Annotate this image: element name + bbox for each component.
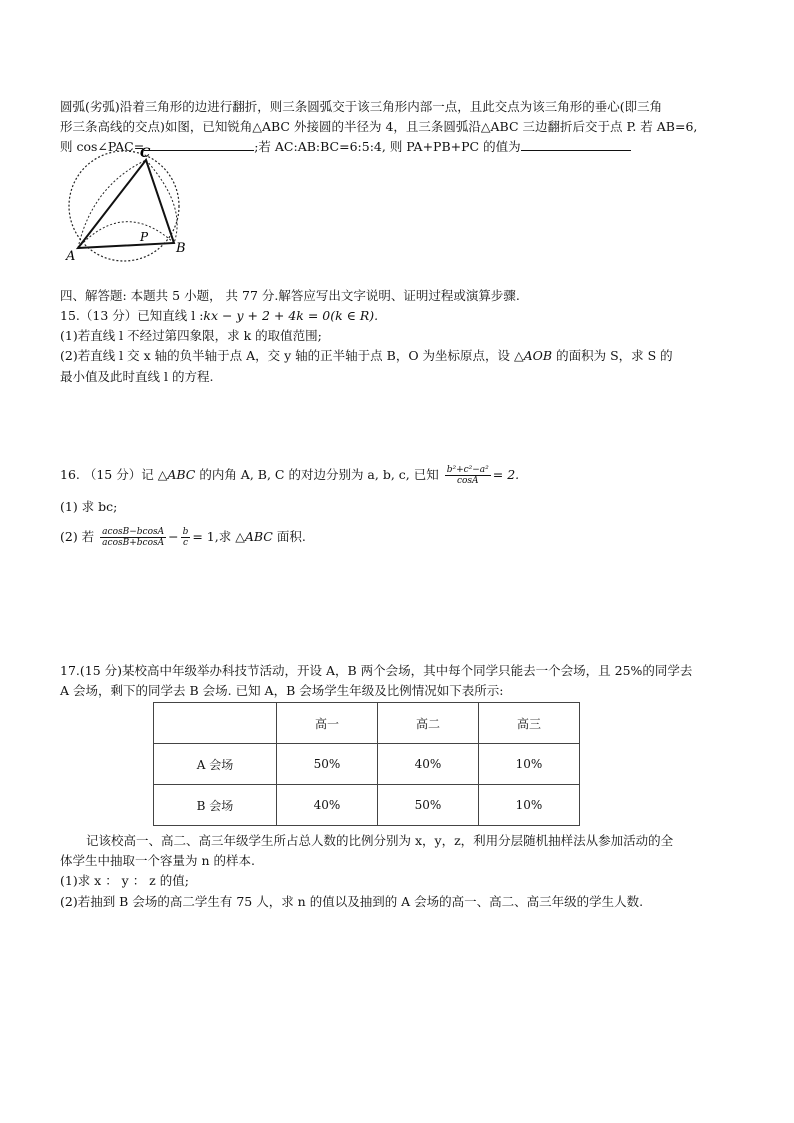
- q16-part2-eq: = 1,求: [192, 529, 232, 544]
- label-p: P: [140, 230, 149, 244]
- venue-grade-table: [153, 702, 580, 826]
- triangle-abc: [78, 160, 174, 248]
- q17-after2: 体学生中抽取一个容量为 n 的样本.: [60, 853, 255, 868]
- table-header-row: [154, 703, 580, 744]
- q17-line2: A 会场，剩下的同学去 B 会场. 已知 A，B 会场学生年级及比例情况如下表所示:: [60, 683, 504, 698]
- q16-fraction: [445, 465, 491, 486]
- q16-stem-text-b: 的内角 A, B, C 的对边分别为 a, b, c, 已知: [199, 467, 439, 482]
- q15-part2-text-a: (2)若直线 l 交 x 轴的负半轴于点 A，交 y 轴的正半轴于点 B，O 为坐标原点，设: [60, 348, 511, 363]
- q16-fraction2: [100, 527, 166, 548]
- q16-part1: (1) 求 bc;: [60, 499, 118, 514]
- table-cell: A 会场: [154, 744, 277, 785]
- q16-part2-text-b: 面积.: [276, 529, 306, 544]
- q17-part2: (2)若抽到 B 会场的高二学生有 75 人，求 n 的值以及抽到的 A 会场的高一、高二、高三年级的学生人数.: [60, 894, 644, 909]
- label-c: C: [140, 146, 151, 161]
- q16-stem-text-a: 16. （15 分）记: [60, 467, 154, 482]
- q17-line1: 17.(15 分)某校高中年级举办科技节活动，开设 A，B 两个会场，其中每个同学只能去一个会场，且 25%的同学去: [60, 663, 693, 678]
- table-cell: 10%: [479, 785, 580, 826]
- q14-line2: 形三条高线的交点)如图，已知锐角△ABC 外接圆的半径为 4，且三条圆弧沿△ABC 三边翻折后交于点 P. 若 AB=6,: [60, 119, 698, 134]
- q17-after1: 记该校高一、高二、高三年级学生所占总人数的比例分别为 x，y，z，利用分层随机抽样法从参加活动的全: [86, 833, 674, 848]
- table-header-cell: 高一: [277, 703, 378, 744]
- q14-cos-text: 则 cos∠PAC=: [60, 139, 145, 154]
- q16-part2: [60, 524, 306, 550]
- q16-frac2-den: acosB+bcosA: [102, 538, 165, 548]
- table-cell: 40%: [378, 744, 479, 785]
- q16-frac3-num: b: [182, 527, 189, 537]
- table-header-cell: 高二: [378, 703, 479, 744]
- q15-stem-text: 15.（13 分）已知直线 l :: [60, 308, 204, 323]
- q15-part2-text-b: 的面积为 S，求 S 的: [556, 348, 673, 363]
- table-header-cell: 高三: [479, 703, 580, 744]
- table-row: [154, 744, 580, 785]
- q16-part2-math: △ABC: [235, 529, 273, 544]
- table-cell: 50%: [277, 744, 378, 785]
- q14-sum-text: ;若 AC:AB:BC=6:5:4, 则 PA+PB+PC 的值为: [254, 139, 521, 154]
- label-b: B: [176, 241, 186, 256]
- table-cell: 10%: [479, 744, 580, 785]
- q15-part1: (1)若直线 l 不经过第四象限，求 k 的取值范围;: [60, 328, 322, 343]
- q16-frac-den: cosA: [456, 476, 479, 486]
- table-row: [154, 785, 580, 826]
- q15-part2: [60, 347, 673, 365]
- label-a: A: [66, 249, 76, 264]
- q14-blank-2: [521, 138, 631, 151]
- q17-part1: (1)求 x ： y ： z 的值;: [60, 873, 189, 888]
- q16-frac2-num: acosB−bcosA: [102, 527, 165, 537]
- q15-part2-math: △AOB: [514, 348, 553, 363]
- table-cell: 50%: [378, 785, 479, 826]
- q16-frac-num: b²+c²−a²: [446, 465, 489, 475]
- q15-stem: [60, 307, 378, 325]
- q15-stem-math: kx − y + 2 + 4k = 0(k ∈ R).: [203, 308, 379, 323]
- q16-stem: [60, 462, 519, 488]
- q16-frac3-den: c: [182, 538, 188, 548]
- table-header-cell: [154, 703, 277, 744]
- q16-part2-text-a: (2) 若: [60, 529, 95, 544]
- triangle-circle-figure: [62, 146, 192, 264]
- q16-fraction3: [181, 527, 191, 548]
- table-cell: 40%: [277, 785, 378, 826]
- table-cell: B 会场: [154, 785, 277, 826]
- q15-part2-line2: 最小值及此时直线 l 的方程.: [60, 369, 214, 384]
- q16-frac-eq: = 2.: [492, 467, 520, 482]
- q16-stem-math: △ABC: [157, 467, 196, 482]
- q16-minus: −: [168, 529, 179, 544]
- section4-heading: 四、解答题: 本题共 5 小题， 共 77 分.解答应写出文字说明、证明过程或演算步骤.: [60, 288, 520, 303]
- q14-line1: 圆弧(劣弧)沿着三角形的边进行翻折，则三条圆弧交于该三角形内部一点，且此交点为该三角形的垂心(即三角: [60, 99, 663, 114]
